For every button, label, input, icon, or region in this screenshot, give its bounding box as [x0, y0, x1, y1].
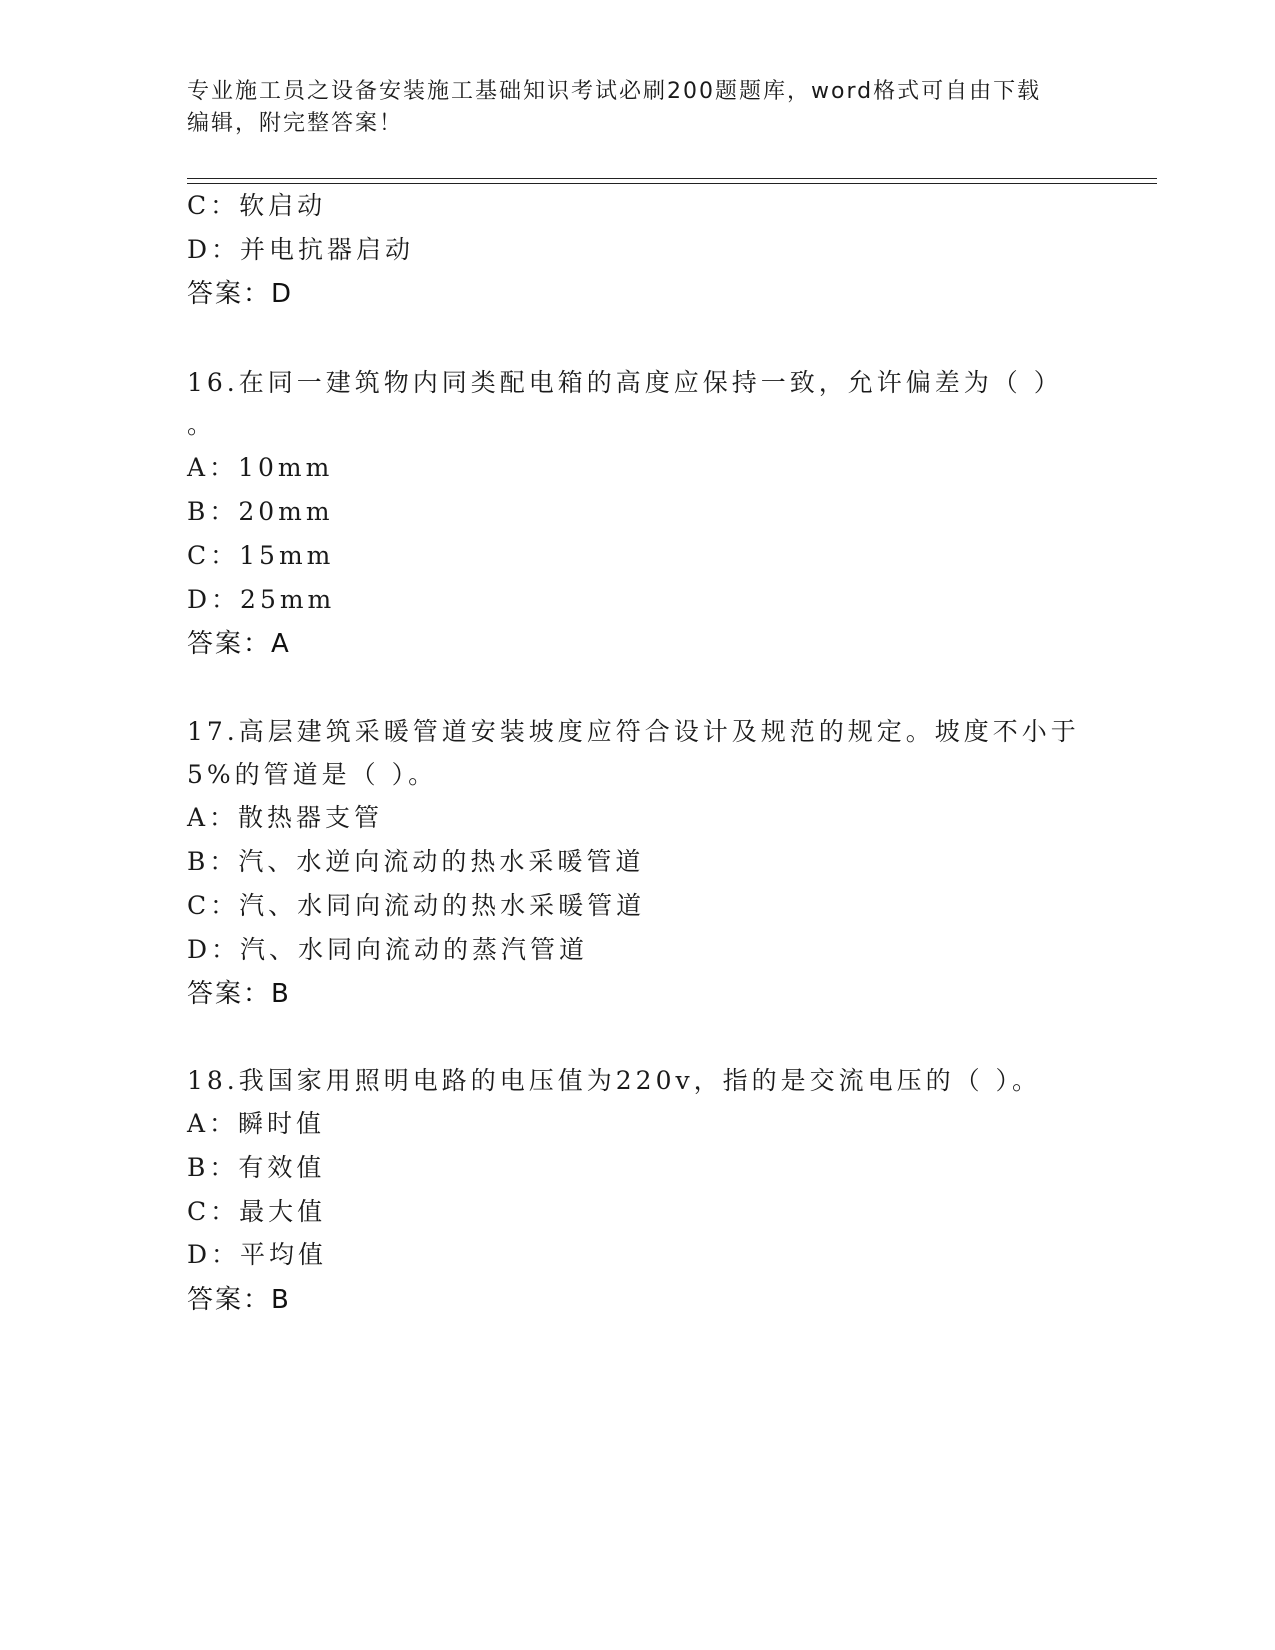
q16-option-b: B：20mm [187, 497, 334, 526]
q18-option-d: D：平均值 [187, 1240, 328, 1269]
q15-answer: 答案：D [187, 279, 294, 309]
q17-option-a: A：散热器支管 [187, 803, 384, 832]
header-line-2: 编辑，附完整答案！ [187, 111, 404, 136]
document-header [187, 76, 1087, 140]
q17-answer: 答案：B [187, 979, 291, 1009]
q15-option-d: D：并电抗器启动 [187, 235, 415, 264]
q17-option-d: D：汽、水同向流动的蒸汽管道 [187, 935, 589, 964]
q15-option-c: C：软启动 [187, 191, 327, 220]
q18-option-a: A：瞬时值 [187, 1109, 326, 1138]
q16-option-c: C：15mm [187, 541, 335, 570]
q18-option-c: C：最大值 [187, 1197, 327, 1226]
q18-option-b: B：有效值 [187, 1153, 326, 1182]
q18-answer: 答案：B [187, 1285, 291, 1315]
q18-stem-line-1: 18.我国家用照明电路的电压值为220v，指的是交流电压的（ ）。 [187, 1066, 1042, 1095]
header-divider-top [187, 178, 1157, 179]
q16-option-d: D：25mm [187, 585, 336, 614]
q16-option-a: A：10mm [187, 453, 334, 482]
q17-option-c: C：汽、水同向流动的热水采暖管道 [187, 891, 646, 920]
q17-stem-line-1: 17.高层建筑采暖管道安装坡度应符合设计及规范的规定。坡度不小于 [187, 717, 1080, 746]
header-divider-bottom [187, 183, 1157, 184]
q16-stem-line-2: 。 [187, 410, 217, 439]
q17-option-b: B：汽、水逆向流动的热水采暖管道 [187, 847, 645, 876]
q16-answer: 答案：A [187, 629, 291, 659]
q16-stem-line-1: 16.在同一建筑物内同类配电箱的高度应保持一致，允许偏差为（ ） [187, 368, 1063, 397]
header-line-1: 专业施工员之设备安装施工基础知识考试必刷200题题库，word格式可自由下载 [187, 79, 1042, 104]
q17-stem-line-2: 5%的管道是（ ）。 [187, 760, 438, 789]
